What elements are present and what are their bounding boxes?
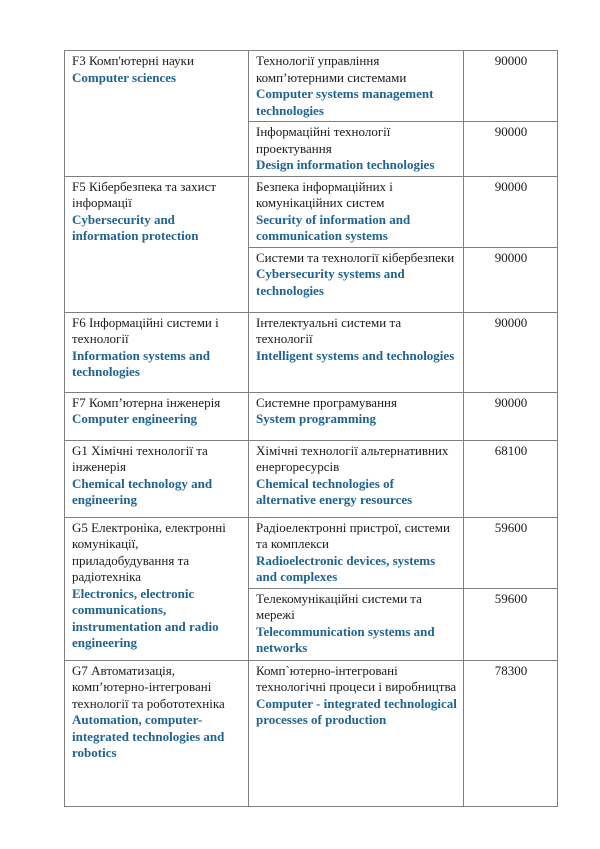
field-name-en: Information systems and technologies bbox=[72, 347, 210, 379]
field-cell-f5 bbox=[65, 176, 249, 312]
field-cell-f3 bbox=[65, 51, 249, 177]
field-cell-g1 bbox=[65, 440, 249, 517]
price-cell: 78300 bbox=[464, 660, 558, 806]
field-name-uk: G7 Автоматизація, комп’ютерно-інтегровані технології та робототехніка bbox=[72, 662, 225, 711]
program-name-en: Computer - integrated technological processes of production bbox=[256, 695, 457, 727]
program-name-en: Intelligent systems and technologies bbox=[256, 347, 455, 363]
program-name-en: Security of information and communication systems bbox=[256, 211, 411, 243]
program-name-uk: Безпека інформаційних і комунікаційних систем bbox=[256, 178, 393, 210]
program-name-en: Radioelectronic devices, systems and complexes bbox=[256, 552, 436, 584]
field-name-uk: G1 Хімічні технології та інженерія bbox=[72, 442, 208, 474]
program-cell bbox=[249, 440, 464, 517]
program-cell bbox=[249, 176, 464, 247]
price-cell: 90000 bbox=[464, 392, 558, 440]
program-name-en: Cybersecurity systems and technologies bbox=[256, 266, 405, 298]
program-name-en: System programming bbox=[256, 411, 377, 426]
program-name-uk: Інтелектуальні системи та технології bbox=[256, 314, 402, 346]
table-row bbox=[65, 51, 558, 122]
field-name-uk: F6 Інформаційні системи і технології bbox=[72, 314, 219, 346]
price-cell: 90000 bbox=[464, 51, 558, 122]
field-name-uk: G5 Електроніка, електронні комунікації, приладобудування та радіотехніка bbox=[72, 519, 226, 584]
program-name-uk: Системи та технології кібербезпеки bbox=[256, 249, 455, 265]
program-name-en: Design information technologies bbox=[256, 157, 435, 172]
price-cell: 90000 bbox=[464, 312, 558, 392]
program-name-uk: Системне програмування bbox=[256, 394, 397, 410]
program-name-uk: Радіоелектронні пристрої, системи та комплекси bbox=[256, 519, 450, 551]
program-name-en: Telecommunication systems and networks bbox=[256, 623, 435, 655]
field-name-uk: F7 Комп’ютерна інженерія bbox=[72, 394, 221, 410]
table-row bbox=[65, 440, 558, 517]
price-cell: 90000 bbox=[464, 122, 558, 177]
program-cell bbox=[249, 122, 464, 177]
program-cell bbox=[249, 392, 464, 440]
table-row bbox=[65, 392, 558, 440]
price-cell: 68100 bbox=[464, 440, 558, 517]
program-cell bbox=[249, 588, 464, 660]
table-row bbox=[65, 176, 558, 247]
field-cell-f7 bbox=[65, 392, 249, 440]
program-name-uk: Телекомунікаційні системи та мережі bbox=[256, 590, 422, 622]
program-cell bbox=[249, 51, 464, 122]
price-cell: 59600 bbox=[464, 588, 558, 660]
table-row bbox=[65, 312, 558, 392]
table-row bbox=[65, 660, 558, 806]
field-name-en: Automation, computer-integrated technologies and robotics bbox=[72, 712, 225, 760]
program-name-uk: Технології управління комп’ютерними системами bbox=[256, 53, 407, 85]
program-name-uk: Хімічні технології альтернативних енергоресурсів bbox=[256, 442, 449, 474]
program-cell bbox=[249, 517, 464, 588]
field-cell-f6 bbox=[65, 312, 249, 392]
program-name-uk: Інформаційні технології проектування bbox=[256, 124, 391, 156]
price-cell: 90000 bbox=[464, 176, 558, 247]
field-name-en: Computer sciences bbox=[72, 69, 177, 85]
field-name-uk: F5 Кібербезпека та захист інформації bbox=[72, 178, 217, 210]
field-name-en: Electronics, electronic communications, instrumentation and radio engineering bbox=[72, 585, 219, 650]
program-cell bbox=[249, 312, 464, 392]
program-cell bbox=[249, 247, 464, 312]
field-cell-g5 bbox=[65, 517, 249, 660]
field-name-en: Cybersecurity and information protection bbox=[72, 211, 199, 243]
table-row bbox=[65, 517, 558, 588]
program-name-uk: Комп`ютерно-інтегровані технологічні процеси і виробництва bbox=[256, 662, 457, 694]
field-name-uk: F3 Комп'ютерні науки bbox=[72, 53, 194, 68]
field-cell-g7 bbox=[65, 660, 249, 806]
price-cell: 90000 bbox=[464, 247, 558, 312]
program-name-en: Chemical technologies of alternative energy resources bbox=[256, 475, 413, 507]
field-name-en: Computer engineering bbox=[72, 411, 198, 426]
program-name-en: Computer systems management technologies bbox=[256, 86, 434, 118]
program-cell bbox=[249, 660, 464, 806]
field-name-en: Chemical technology and engineering bbox=[72, 475, 213, 507]
price-cell: 59600 bbox=[464, 517, 558, 588]
programs-table bbox=[64, 50, 558, 807]
